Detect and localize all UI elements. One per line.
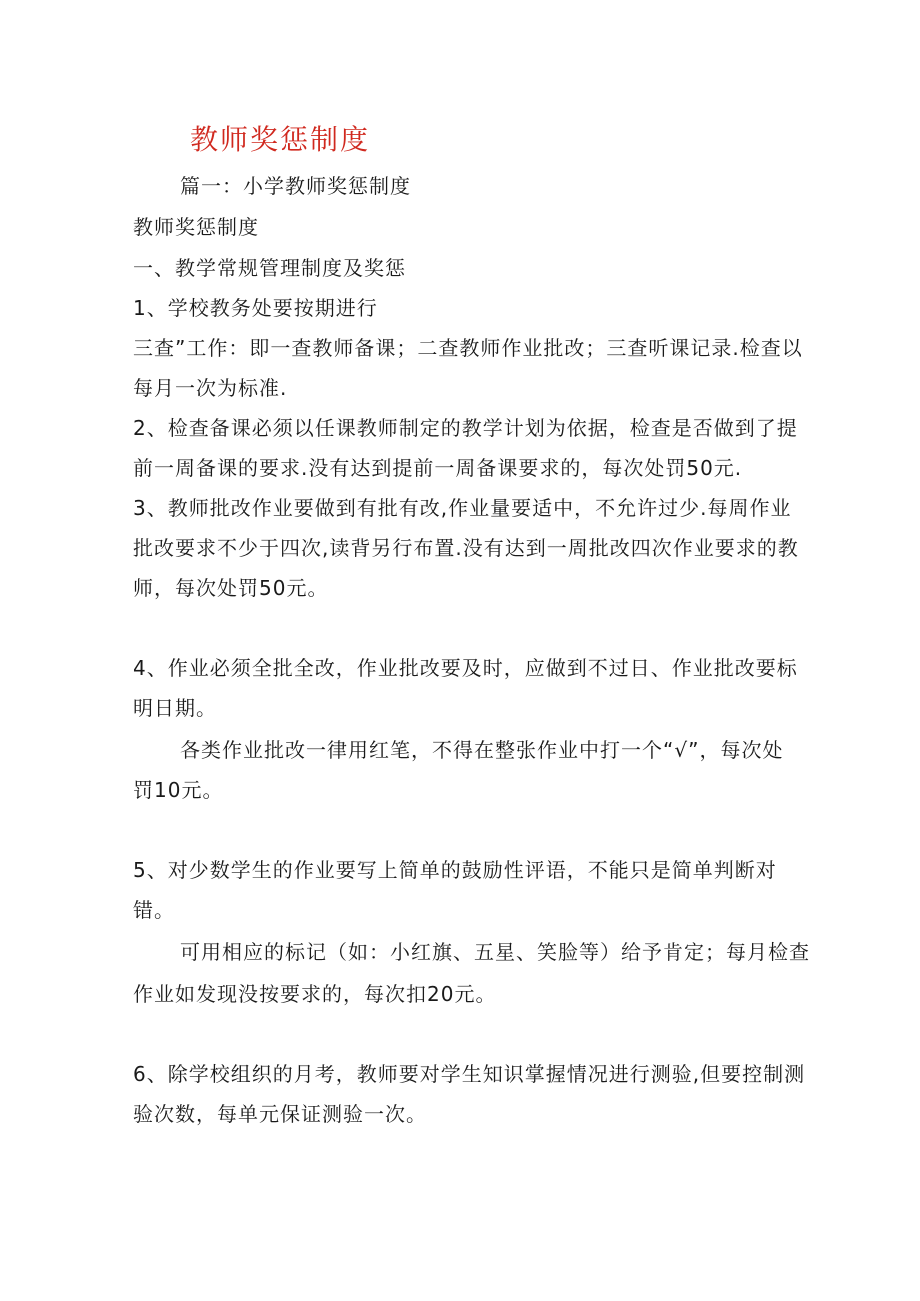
section-heading: 一、教学常规管理制度及奖惩	[133, 256, 406, 280]
paragraph-line: 2、检查备课必须以任课教师制定的教学计划为依据，检查是否做到了提	[133, 416, 798, 440]
paragraph-line: 批改要求不少于四次,读背另行布置.没有达到一周批改四次作业要求的教	[133, 536, 799, 560]
paragraph-line: 4、作业必须全批全改，作业批改要及时，应做到不过日、作业批改要标	[133, 656, 798, 680]
paragraph-line: 每月一次为标准.	[133, 376, 288, 400]
paragraph-line: 明日期。	[133, 696, 217, 720]
paragraph-line: 可用相应的标记（如：小红旗、五星、笑脸等）给予肯定；每月检查	[180, 940, 810, 964]
paragraph-line: 错。	[133, 898, 175, 922]
paragraph-line: 5、对少数学生的作业要写上简单的鼓励性评语，不能只是简单判断对	[133, 858, 777, 882]
document-title: 教师奖惩制度	[190, 123, 371, 156]
paragraph-line: 3、教师批改作业要做到有批有改,作业量要适中，不允许过少.每周作业	[133, 496, 792, 520]
paragraph-line: 前一周备课的要求.没有达到提前一周备课要求的，每次处罚50元.	[133, 456, 743, 480]
paragraph-line: 各类作业批改一律用红笔，不得在整张作业中打一个“√”，每次处	[180, 738, 784, 762]
document-heading: 教师奖惩制度	[133, 215, 259, 239]
paragraph-line: 师，每次处罚50元。	[133, 576, 329, 600]
document-subtitle: 篇一：小学教师奖惩制度	[180, 174, 411, 198]
paragraph-line: 罚10元。	[133, 778, 224, 802]
paragraph-line: 三查”工作：即一查教师备课；二查教师作业批改；三查听课记录.检查以	[133, 336, 803, 360]
paragraph-line: 6、除学校组织的月考，教师要对学生知识掌握情况进行测验,但要控制测	[133, 1062, 806, 1086]
paragraph-line: 1、学校教务处要按期进行	[133, 296, 378, 320]
paragraph-line: 作业如发现没按要求的，每次扣20元。	[133, 982, 497, 1006]
paragraph-line: 验次数，每单元保证测验一次。	[133, 1102, 427, 1126]
